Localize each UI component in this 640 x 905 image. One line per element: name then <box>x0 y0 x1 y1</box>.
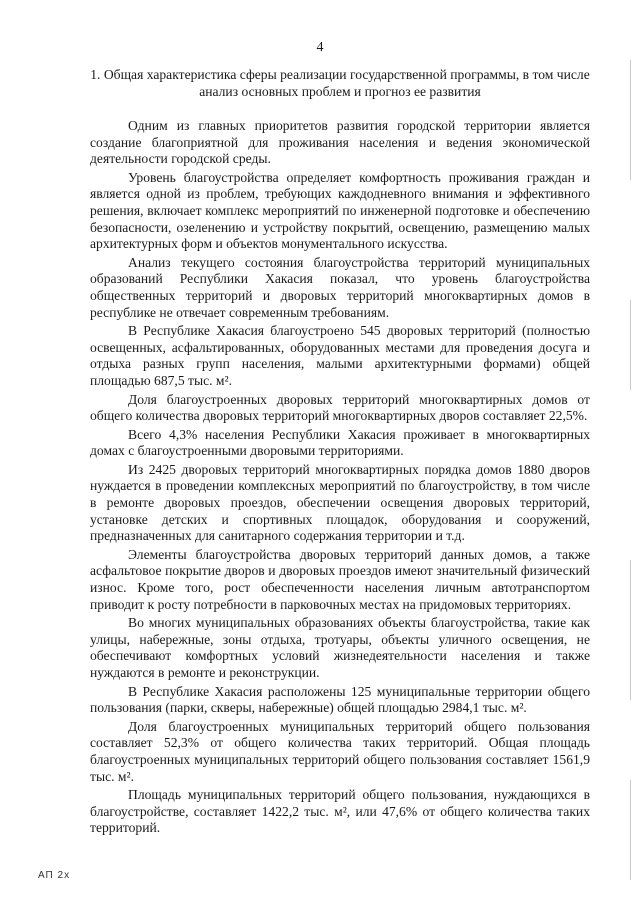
scan-edge-line <box>630 300 631 390</box>
body-text <box>90 118 590 839</box>
scan-edge-line <box>630 780 631 880</box>
paragraph: В Республике Хакасия расположены 125 муниципальные территории общего пользования (парки, скверы, набережные) общей площадью 2984,1 тыс. м². <box>90 683 590 716</box>
paragraph: Одним из главных приоритетов развития городской территории является создание благоприятной для проживания населения и ведения экономической деятельности городской среды. <box>90 118 590 167</box>
scan-edge-line <box>630 560 631 700</box>
section-heading: 1. Общая характеристика сферы реализации государственной программы, в том числе анализ основных проблем и прогноз ее развития <box>90 67 590 99</box>
page-number: 4 <box>316 40 324 55</box>
paragraph: Уровень благоустройства определяет комфортность проживания граждан и является одной из проблем, требующих каждодневного внимания и эффективного решения, включает комплекс мероприятий по инженерной подготовке и обеспечению безопасности, озеленению и устройству покрытий, освещению, размещению малых архитектурных форм и объектов монументального искусства. <box>90 169 590 252</box>
paragraph: Во многих муниципальных образованиях объекты благоустройства, такие как улицы, набережные, зоны отдыха, тротуары, объекты уличного освещения, не обеспечивают комфортных условий жизнедеятельности населения и также нуждаются в ремонте и реконструкции. <box>90 615 590 680</box>
paragraph: Всего 4,3% населения Республики Хакасия проживает в многоквартирных домах с благоустроенными дворовыми территориями. <box>90 426 590 459</box>
paragraph: Из 2425 дворовых территорий многоквартирных порядка домов 1880 дворов нуждается в проведении комплексных мероприятий по благоустройству, в том числе в ремонте дворовых проездов, обеспечении освещения дворовых территорий, установке детских и спортивных площадок, оборудования и сооружений, предназначенных для санитарного содержания территории и т.д. <box>90 461 590 544</box>
paragraph: В Республике Хакасия благоустроено 545 дворовых территорий (полностью освещенных, асфальтированных, оборудованных местами для проведения досуга и отдыха разных групп населения, малыми архитектурными формами) общей площадью 687,5 тыс. м². <box>90 323 590 388</box>
paragraph: Доля благоустроенных дворовых территорий многоквартирных домов от общего количества дворовых территорий многоквартирных дворов составляет 22,5%. <box>90 391 590 424</box>
paragraph: Элементы благоустройства дворовых территорий данных домов, а также асфальтовое покрытие дворов и дворовых проездов имеют значительный физический износ. Кроме того, рост обеспеченности населения личным автотранспортом приводит к росту потребности в парковочных местах на придомовых территориях. <box>90 546 590 612</box>
paragraph: Анализ текущего состояния благоустройства территорий муниципальных образований Республики Хакасия показал, что уровень благоустройства общественных территорий и дворовых территорий многоквартирных домов в республике не отвечает современным требованиям. <box>90 254 590 320</box>
paragraph: Доля благоустроенных муниципальных территорий общего пользования составляет 52,3% от общего количества таких территорий. Общая площадь благоустроенных муниципальных территорий общего пользования составляет 1561,9 тыс. м². <box>90 718 590 784</box>
scan-edge-line <box>630 60 631 180</box>
footer-mark: АП 2х <box>38 870 71 881</box>
paragraph: Площадь муниципальных территорий общего пользования, нуждающихся в благоустройстве, составляет 1422,2 тыс. м², или 47,6% от общего количества таких территорий. <box>90 787 590 836</box>
